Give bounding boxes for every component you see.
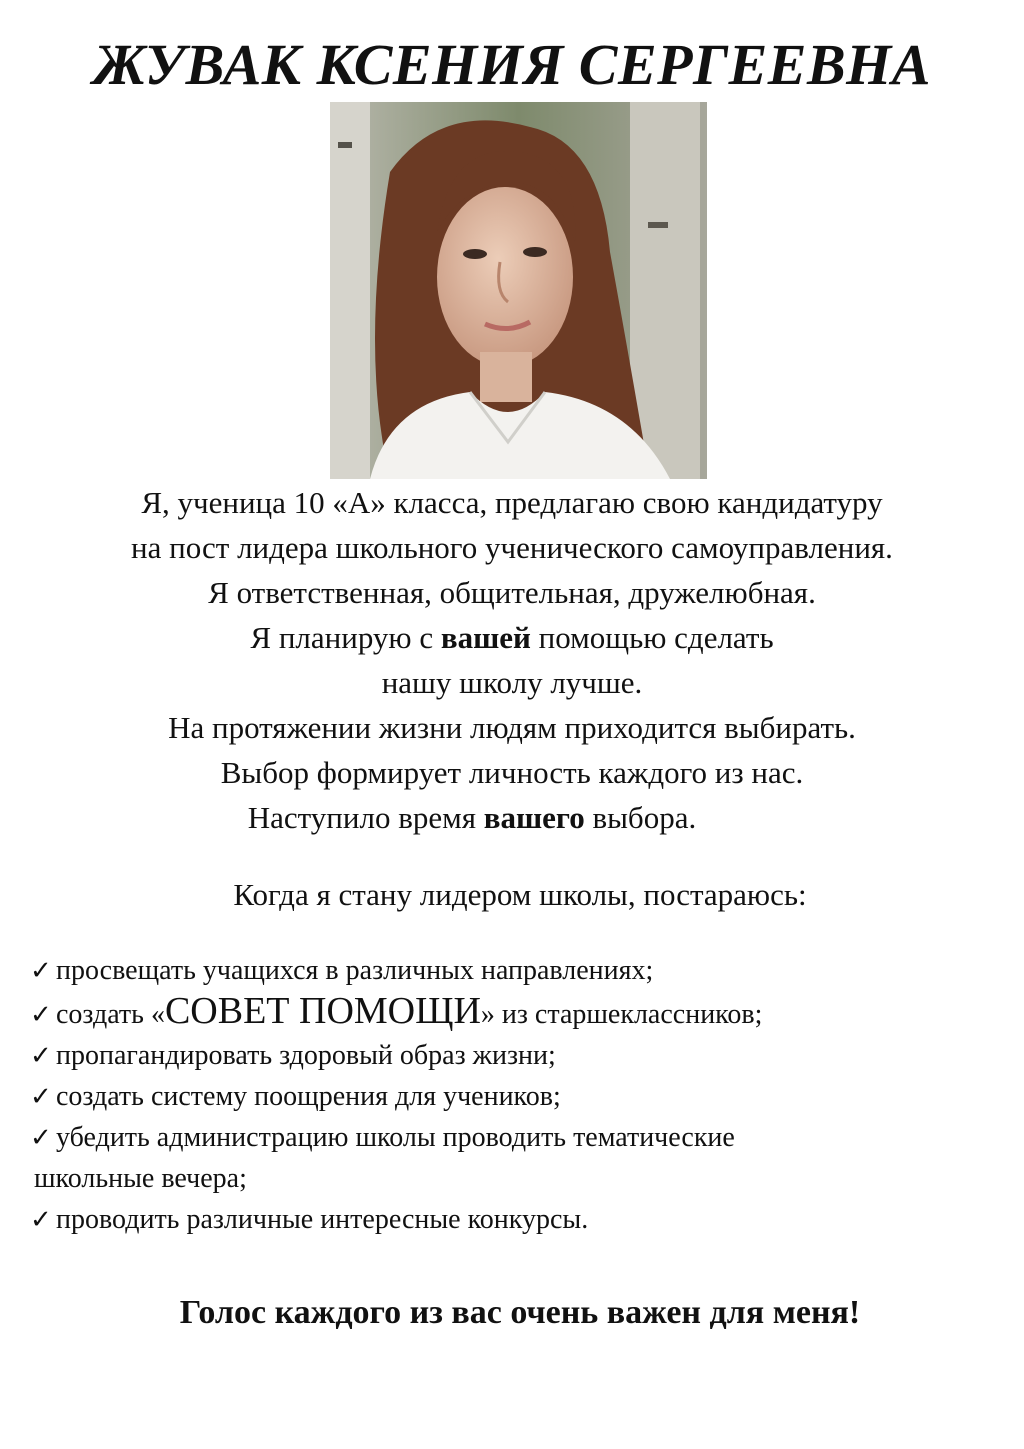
goal-text: » из старшеклассников; [480,999,763,1030]
intro-text-part: помощью сделать [530,620,774,655]
goal-text: просвещать учащихся в различных направлениях; [56,955,654,986]
intro-line: нашу школу лучше. [381,665,643,700]
intro-text-part: Наступило время [247,800,484,835]
goal-text: создать « [56,999,165,1030]
goal-item-continuation [30,1158,1010,1199]
goal-highlight: СОВЕТ ПОМОЩИ [164,990,481,1032]
intro-line: Выбор формирует личность каждого из нас. [220,755,804,790]
candidate-photo [330,102,707,479]
goal-item [30,1199,1010,1240]
check-icon: ✓ [30,956,52,985]
goals-heading: Когда я стану лидером школы, постараюсь: [233,877,807,912]
goal-text: убедить администрацию школы проводить тематические [56,1122,735,1153]
intro-text [0,480,1024,840]
intro-text-part: выбора. [584,800,697,835]
goal-text: проводить различные интересные конкурсы. [56,1204,589,1235]
candidate-name: ЖУВАК КСЕНИЯ СЕРГЕЕВНА [93,32,931,97]
portrait-image [330,102,707,479]
intro-text-part: Я планирую с [250,620,441,655]
goal-item [30,1035,1010,1076]
closing-statement: Голос каждого из вас очень важен для меня! [179,1294,861,1331]
intro-line: На протяжении жизни людям приходится выбирать. [168,710,856,745]
emphasis-text: вашей [440,620,531,655]
intro-line [0,615,1024,660]
goal-item [30,1076,1010,1117]
check-icon: ✓ [30,1123,52,1152]
goal-text: пропагандировать здоровый образ жизни; [56,1040,556,1071]
goal-item [30,991,1010,1035]
goal-item [30,950,1010,991]
check-icon: ✓ [30,1205,52,1234]
intro-line: на пост лидера школьного ученического самоуправления. [131,530,893,565]
intro-line: Я, ученица 10 «А» класса, предлагаю свою кандидатуру [141,485,883,520]
goal-text: создать систему поощрения для учеников; [56,1081,561,1112]
check-icon: ✓ [30,1041,52,1070]
check-icon: ✓ [30,1000,52,1029]
goals-list [30,950,1010,1240]
goal-item [30,1117,1010,1158]
intro-line [0,795,984,840]
intro-line: Я ответственная, общительная, дружелюбная. [208,575,816,610]
emphasis-text: вашего [483,800,585,835]
check-icon: ✓ [30,1082,52,1111]
goal-text: школьные вечера; [34,1163,247,1194]
